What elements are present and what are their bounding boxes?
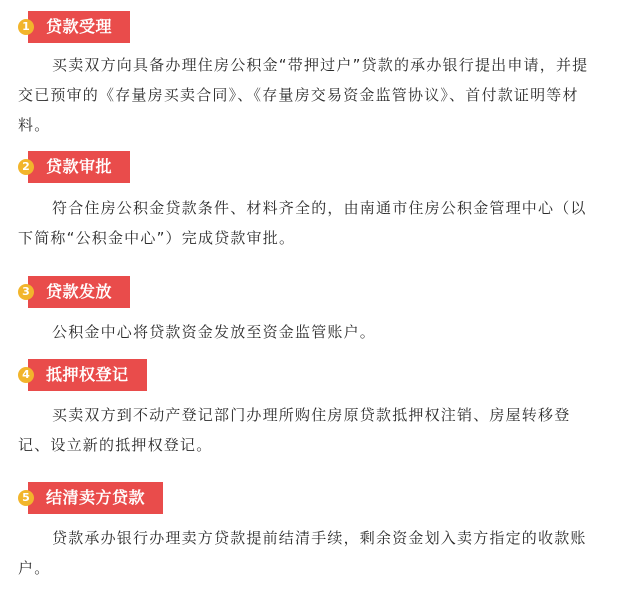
step-2-description: 符合住房公积金贷款条件、材料齐全的，由南通市住房公积金管理中心（以下简称“公积金中心”）完成贷款审批。 [18,199,587,247]
step-2-number-badge: 2 [18,159,34,175]
step-5-number-badge: 5 [18,490,34,506]
step-1-title: 贷款受理 [28,11,130,43]
step-4-number-badge: 4 [18,367,34,383]
step-3-title: 贷款发放 [28,276,130,308]
step-1-description: 买卖双方向具备办理住房公积金“带押过户”贷款的承办银行提出申请，并提交已预审的《存量房买卖合同》、《存量房交易资金监管协议》、首付款证明等材料。 [18,56,589,134]
step-1-number-badge: 1 [18,19,34,35]
step-4-description: 买卖双方到不动产登记部门办理所购住房原贷款抵押权注销、房屋转移登记、设立新的抵押权登记。 [18,406,571,454]
step-2-title: 贷款审批 [28,151,130,183]
step-3-description: 公积金中心将贷款资金发放至资金监管账户。 [52,323,377,341]
step-5-title: 结清卖方贷款 [28,482,163,514]
step-3-number-badge: 3 [18,284,34,300]
step-4-title: 抵押权登记 [28,359,147,391]
step-5-description: 贷款承办银行办理卖方贷款提前结清手续，剩余资金划入卖方指定的收款账户。 [18,529,587,577]
